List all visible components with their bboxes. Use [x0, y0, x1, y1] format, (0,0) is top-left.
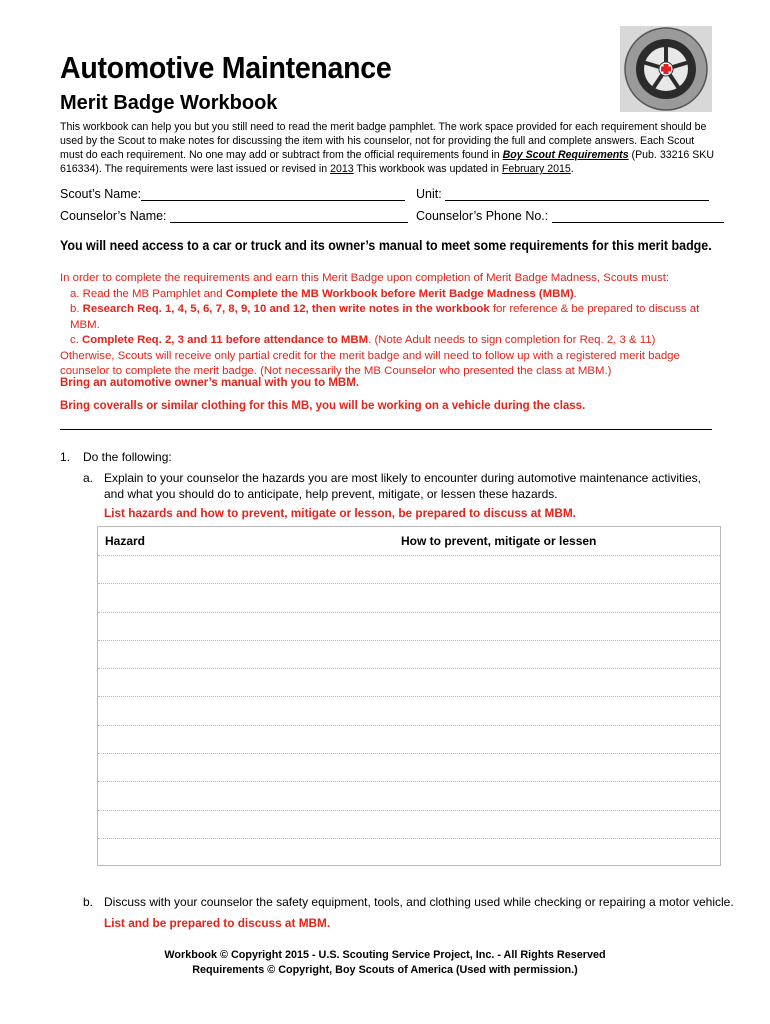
page-title: Automotive Maintenance	[60, 50, 392, 85]
requirements-book-link: Boy Scout Requirements	[502, 149, 629, 161]
req-1b-letter: b.	[83, 895, 94, 909]
mbm-instructions: In order to complete the requirements and earn this Merit Badge upon completion of Merit Badge Madness, Scouts must: a. Read the MB Pamphlet and Complete the MB Workbook before Merit Badge Madness (MBM). b. Research Req. 1, 4, 5, 6, 7, 8, 9, 10 and 12, then write notes in the workbook for reference & be prepared to discuss at MBM. c. Complete Req. 2, 3 and 11 before attendance to MBM. (Note Adult needs to sign completion for Req. 2, 3 & 11) Otherwise, Scouts will receive only partial credit for the merit badge and will need to follow up with a registered merit badge counselor to complete the merit badge. (Not necessarily the MB Counselor who presented the class at MBM.)	[60, 272, 700, 377]
bring-coveralls-note: Bring coveralls or similar clothing for this MB, you will be working on a vehicle during the class.	[60, 400, 586, 412]
hazard-table	[97, 526, 721, 866]
hazard-column-header: Hazard	[105, 534, 146, 548]
unit-field[interactable]: Unit:	[416, 187, 709, 201]
counselor-phone-field[interactable]: Counselor’s Phone No.:	[416, 209, 724, 223]
copyright-footer: Workbook © Copyright 2015 - U.S. Scouting Service Project, Inc. - All Rights Reserved Requirements © Copyright, Boy Scouts of America (Used with permission.)	[164, 949, 606, 976]
table-row[interactable]	[98, 811, 720, 839]
table-row[interactable]	[98, 613, 720, 641]
table-row[interactable]	[98, 584, 720, 612]
vehicle-notice: You will need access to a car or truck and its owner’s manual to meet some requirements for this merit badge.	[60, 238, 712, 253]
req-1a-text: Explain to your counselor the hazards you are most likely to encounter during automotive maintenance activities, and what you should do to anticipate, help prevent, mitigate, or lessen these hazards.	[104, 471, 701, 501]
section-divider	[60, 429, 712, 430]
intro-paragraph: This workbook can help you but you still need to read the merit badge pamphlet. The work space provided for each requirement should be used by the Scout to make notes for discussing the item with his counselor, not for providing the full and complete answers. Each Scout must do each requirement. No one may add or subtract from the official requirements found in Boy Scout Requirements (Pub. 33216 SKU 616334). The requirements were last issued or revised in 2013 This workbook was updated in February 2015.	[60, 121, 715, 175]
scout-name-field[interactable]: Scout’s Name:	[60, 187, 405, 201]
bring-manual-note: Bring an automotive owner’s manual with you to MBM.	[60, 377, 360, 389]
table-row[interactable]	[98, 839, 720, 867]
hazard-table-header	[98, 527, 720, 556]
req-1b-instruction: List and be prepared to discuss at MBM.	[104, 916, 331, 930]
table-row[interactable]	[98, 697, 720, 725]
req-1a-instruction: List hazards and how to prevent, mitigate or lesson, be prepared to discuss at MBM.	[104, 506, 576, 520]
req-1-text: Do the following:	[83, 450, 172, 464]
req-1a-letter: a.	[83, 471, 94, 485]
table-row[interactable]	[98, 782, 720, 810]
req-1-number: 1.	[60, 450, 71, 464]
prevention-column-header: How to prevent, mitigate or lessen	[401, 534, 597, 548]
counselor-name-field[interactable]: Counselor’s Name:	[60, 209, 408, 223]
table-row[interactable]	[98, 754, 720, 782]
table-row[interactable]	[98, 556, 720, 584]
table-row[interactable]	[98, 669, 720, 697]
table-row[interactable]	[98, 726, 720, 754]
page-subtitle: Merit Badge Workbook	[60, 92, 278, 114]
req-1b-text: Discuss with your counselor the safety equipment, tools, and clothing used while checking or repairing a motor vehicle.	[104, 895, 734, 909]
merit-badge-wheel-icon	[620, 26, 712, 112]
table-row[interactable]	[98, 641, 720, 669]
